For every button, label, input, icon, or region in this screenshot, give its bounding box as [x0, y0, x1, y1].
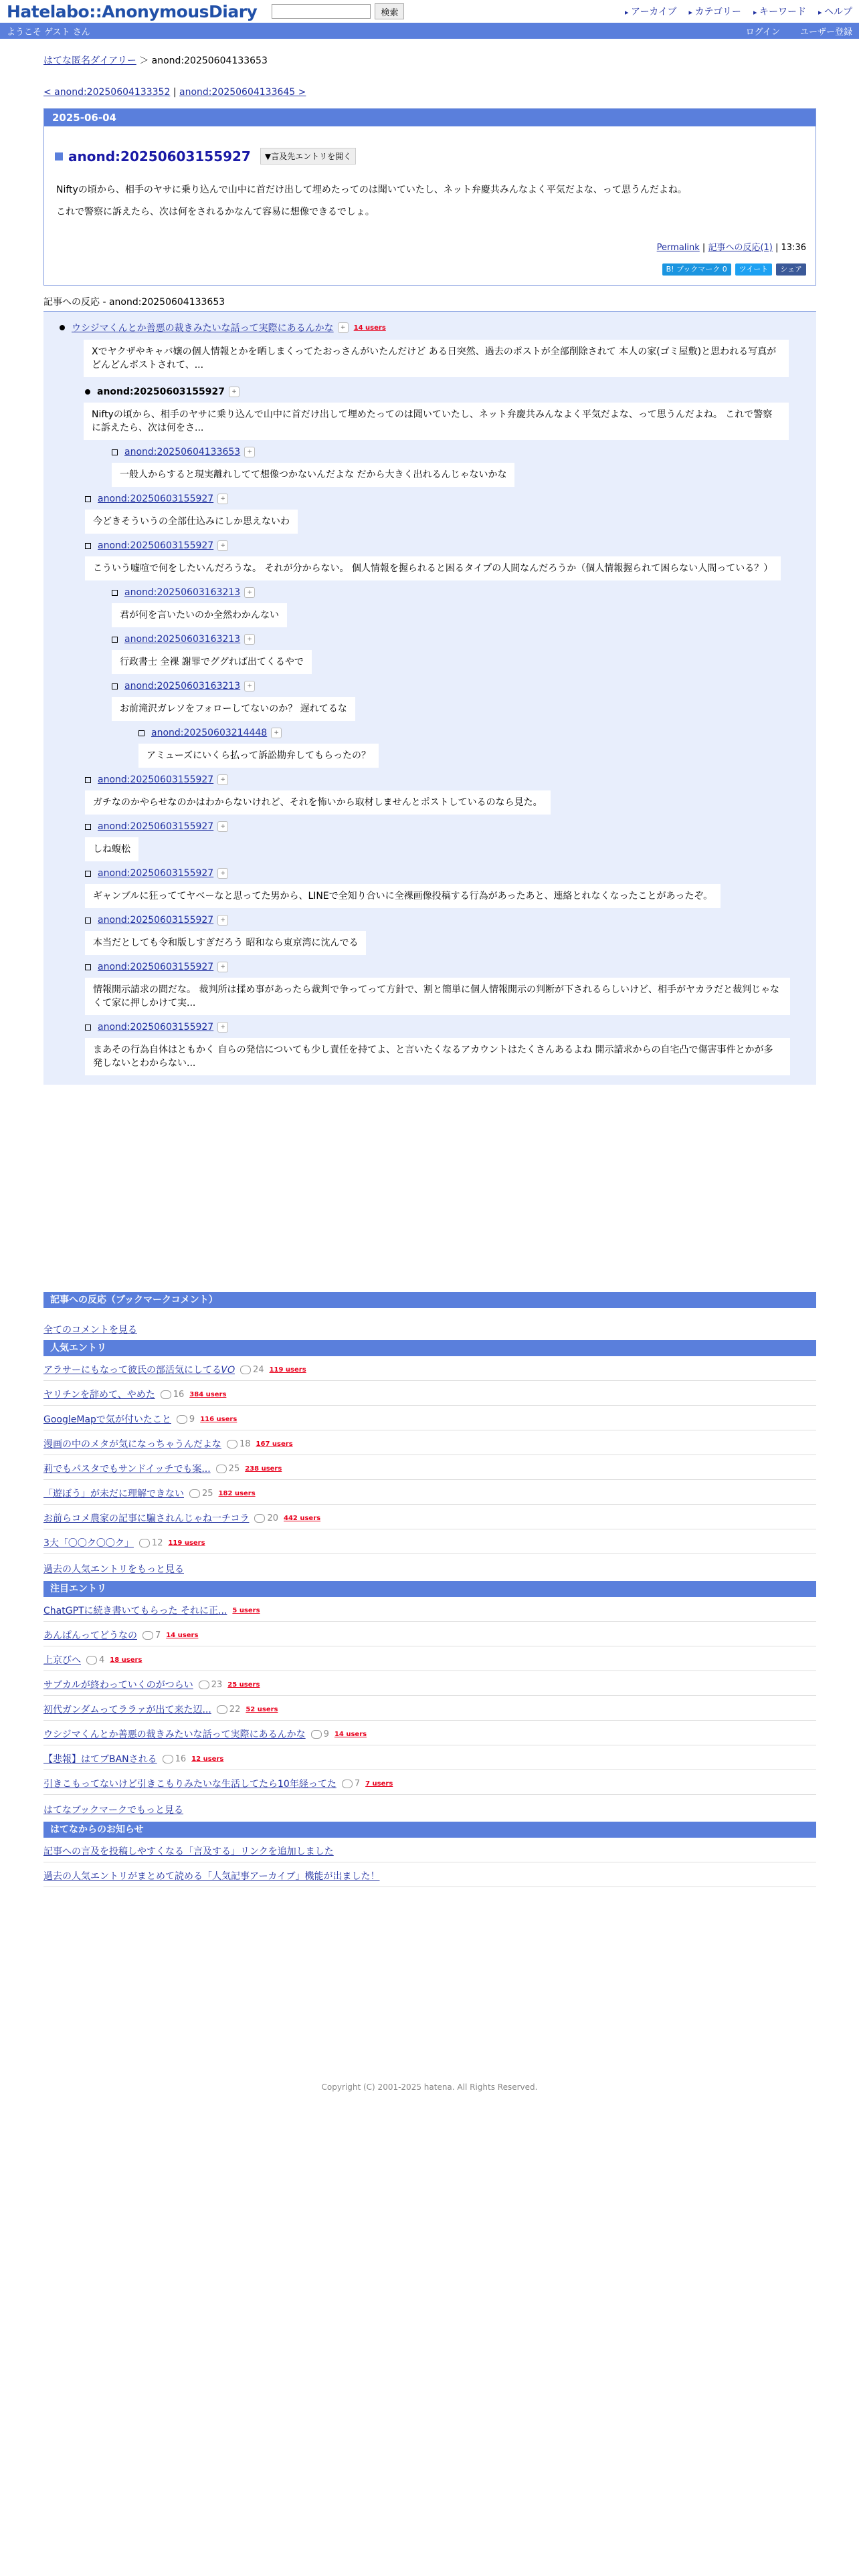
bullet-square-icon	[85, 964, 91, 970]
reaction-excerpt: ギャンブルに狂っててヤベーなと思ってた男から、LINEで全知り合いに全裸画像投稿する行為があったあと、連絡とれなくなったことがあったぞ。	[85, 884, 721, 908]
entry-title-link[interactable]: anond:20250603155927	[68, 148, 251, 165]
open-referenced-button[interactable]: ▼言及先エントリを開く	[260, 148, 356, 165]
login-link[interactable]: ログイン	[745, 27, 780, 37]
users-badge[interactable]: 167 users	[256, 1440, 293, 1448]
entry-paragraph: これで警察に訴えたら、次は何をされるかなんて容易に想像できるでしょ。	[56, 207, 375, 217]
thread-node	[112, 587, 807, 627]
comment-count[interactable]	[311, 1729, 329, 1739]
entry-time: 13:36	[781, 243, 806, 253]
list-item	[43, 1430, 816, 1455]
comment-icon	[163, 1755, 173, 1763]
comment-count-value: 24	[253, 1364, 264, 1375]
comment-count[interactable]	[142, 1630, 161, 1640]
pager	[43, 87, 816, 98]
entry-link[interactable]: サブカルが終わっていくのがつらい	[43, 1680, 193, 1691]
ad-space	[43, 1085, 816, 1292]
reaction-link[interactable]: anond:20250603163213	[124, 587, 241, 598]
root-entry-link[interactable]: ウシジマくんとか善悪の裁きみたいな話って実際にあるんかな	[72, 323, 334, 334]
reaction-link[interactable]: anond:20250603163213	[124, 634, 241, 645]
entry-date: 2025-06-04	[44, 109, 816, 126]
entry-link[interactable]: アラサーにもなって彼氏の部活気にしてる𝑉𝑂	[43, 1365, 235, 1376]
bullet-square-icon	[112, 590, 118, 596]
register-link[interactable]: ユーザー登録	[799, 27, 852, 37]
toggle-icon[interactable]: +	[271, 728, 282, 738]
users-badge[interactable]: 119 users	[168, 1539, 205, 1547]
toggle-icon[interactable]: +	[217, 1022, 228, 1033]
entry-box	[43, 108, 816, 286]
comment-count-value: 9	[323, 1729, 329, 1739]
comment-count[interactable]	[342, 1779, 360, 1789]
nav-archive[interactable]: ▸ アーカイブ	[625, 5, 677, 18]
users-badge[interactable]: 119 users	[269, 1366, 306, 1374]
entry-link[interactable]: 3大「〇〇ク〇〇ク」	[43, 1538, 134, 1549]
bullet-icon	[60, 325, 65, 330]
reaction-link[interactable]: anond:20250603155927	[98, 540, 214, 551]
list-item	[43, 1622, 816, 1646]
users-badge[interactable]: 182 users	[218, 1489, 256, 1497]
popular-heading: 人気エントリ	[43, 1340, 816, 1356]
entry-link[interactable]: ChatGPTに続き書いてもらった それに正...	[43, 1606, 227, 1616]
comment-icon	[161, 1390, 171, 1399]
entry-link[interactable]: 初代ガンダムってララァが出て来た辺...	[43, 1705, 211, 1715]
thread-node	[85, 915, 807, 955]
comment-count-value: 25	[202, 1488, 213, 1499]
toggle-icon[interactable]: +	[244, 681, 255, 691]
list-item	[43, 1745, 816, 1770]
reactions-heading: 記事への反応 - anond:20250604133653	[43, 295, 816, 312]
comment-count[interactable]	[199, 1680, 223, 1690]
comment-icon	[217, 1705, 227, 1714]
comment-count-value: 23	[211, 1679, 223, 1690]
bullet-square-icon	[85, 871, 91, 877]
comment-icon	[142, 1631, 153, 1640]
users-badge[interactable]: 18 users	[110, 1656, 142, 1664]
comment-count[interactable]	[163, 1754, 187, 1764]
list-item	[43, 1480, 816, 1505]
users-badge[interactable]: 14 users	[353, 324, 386, 332]
thread-node	[85, 868, 807, 908]
comment-icon	[240, 1366, 251, 1374]
comment-icon	[86, 1656, 97, 1665]
users-badge[interactable]: 12 users	[191, 1755, 224, 1763]
list-item	[43, 1406, 816, 1430]
users-badge[interactable]: 52 users	[246, 1705, 278, 1713]
reaction-excerpt: 君が何を言いたいのか全然わかんない	[112, 603, 287, 627]
bullet-square-icon	[112, 637, 118, 643]
list-item	[43, 1505, 816, 1529]
reaction-link[interactable]: anond:20250603155927	[98, 821, 214, 832]
list-item	[43, 1770, 816, 1795]
list-item	[43, 1646, 816, 1671]
comment-count[interactable]	[161, 1390, 185, 1400]
reaction-excerpt: 一般人からすると現実離れしてて想像つかないんだよな だから大きく出れるんじゃないかな	[112, 463, 514, 487]
toggle-icon[interactable]: +	[217, 774, 228, 785]
entry-link[interactable]: 上京びへ	[43, 1655, 81, 1666]
entry-link[interactable]: ヤリチンを辞めて、やめた	[43, 1390, 155, 1400]
search-input[interactable]	[272, 4, 371, 19]
comment-count[interactable]	[189, 1489, 213, 1499]
bullet-square-icon	[112, 449, 118, 455]
reaction-excerpt: こういう嘘喧で何をしたいんだろうな。 それが分からない。 個人情報を握られると困るタイプの人間なんだろうか（個人情報握られて困らない人間っている？）	[85, 556, 781, 580]
entry-link[interactable]: お前らコメ農家の記事に騙されんじゃね一チコラ	[43, 1513, 250, 1524]
comment-count[interactable]	[216, 1464, 240, 1474]
all-comments-link[interactable]: 全てのコメントを見る	[43, 1325, 137, 1335]
comment-icon	[177, 1415, 187, 1424]
reaction-link[interactable]: anond:20250603155927	[98, 774, 214, 785]
prev-entry-link[interactable]: < anond:20250604133352	[43, 87, 171, 98]
entry-square-icon	[55, 152, 63, 160]
thread-node	[85, 962, 807, 1015]
top-nav	[625, 5, 852, 18]
reaction-excerpt: Niftyの頃から、相手のヤサに乗り込んで山中に首だけ出して埋めたってのは聞いていたし、ネット弁慶共みんなよく平気だよな、って思うんだよね。 これで警察に訴えたら、次は何をさ...	[84, 403, 789, 440]
thread-node	[112, 447, 807, 487]
comment-icon	[254, 1514, 265, 1523]
user-bar	[0, 23, 859, 39]
entry-link[interactable]: 【悲報】はてブBANされる	[43, 1754, 157, 1765]
thread-node	[85, 821, 807, 861]
facebook-share-button[interactable]: シェア	[776, 263, 806, 276]
comment-count-value: 18	[240, 1438, 251, 1449]
users-badge[interactable]: 14 users	[166, 1631, 199, 1639]
toggle-icon[interactable]: +	[338, 322, 349, 333]
entry-link[interactable]: 漫画の中のメタが気になっちゃうんだよな	[43, 1439, 221, 1450]
list-item	[43, 1529, 816, 1554]
thread-node	[85, 1022, 807, 1075]
bullet-square-icon	[85, 824, 91, 830]
bookmark-comments-heading: 記事への反応（ブックマークコメント）	[43, 1292, 816, 1308]
reaction-excerpt: 今どきそういうの全部仕込みにしか思えないわ	[85, 510, 298, 534]
toggle-icon[interactable]: +	[217, 868, 228, 879]
notable-heading: 注目エントリ	[43, 1581, 816, 1597]
thread-node	[112, 634, 807, 674]
entry-link[interactable]: あんぱんってどうなの	[43, 1630, 137, 1641]
nav-keyword[interactable]: ▸ キーワード	[753, 5, 806, 18]
list-item	[43, 1597, 816, 1622]
comment-count[interactable]	[240, 1365, 264, 1375]
entry-link[interactable]: ウシジマくんとか善悪の裁きみたいな話って実際にあるんかな	[43, 1729, 306, 1740]
reaction-excerpt: 本当だとしても令和版しすぎだろう 昭和なら東京湾に沈んでる	[85, 931, 366, 955]
breadcrumb	[43, 53, 816, 67]
popular-list	[43, 1356, 816, 1554]
users-badge[interactable]: 384 users	[189, 1390, 227, 1398]
comment-count-value: 20	[267, 1513, 278, 1523]
users-badge[interactable]: 25 users	[227, 1681, 260, 1689]
current-entry-title: anond:20250603155927	[97, 387, 225, 397]
reaction-excerpt: 情報開示請求の間だな。 裁判所は揉め事があったら裁判で争ってって方針で、割と簡単に個人情報開示の判断が下されるらしいけど、相手がヤカラだと裁判じゃなくて家に押しかけて実...	[85, 978, 790, 1015]
notable-list	[43, 1597, 816, 1795]
toggle-icon[interactable]: +	[244, 447, 255, 457]
comment-count[interactable]	[86, 1655, 104, 1665]
next-entry-link[interactable]: anond:20250604133645 >	[179, 87, 306, 98]
reaction-link[interactable]: anond:20250603155927	[98, 868, 214, 879]
reaction-link[interactable]: anond:20250603155927	[98, 915, 214, 926]
bullet-square-icon	[85, 777, 91, 783]
reaction-link[interactable]: anond:20250603155927	[98, 1022, 214, 1033]
breadcrumb-sep: ＞	[139, 56, 149, 66]
reaction-excerpt: お前滝沢ガレソをフォローしてないのか？ 遅れてるな	[112, 697, 355, 721]
comment-count-value: 4	[99, 1654, 105, 1665]
comment-icon	[216, 1465, 227, 1473]
comment-count[interactable]	[217, 1705, 241, 1715]
list-item	[43, 1671, 816, 1696]
list-item	[43, 1455, 816, 1480]
users-badge[interactable]: 5 users	[232, 1606, 260, 1614]
users-badge[interactable]: 7 users	[365, 1780, 393, 1788]
breadcrumb-home[interactable]: はてな匿名ダイアリー	[43, 56, 136, 66]
welcome-text: ようこそ ゲスト さん	[7, 27, 90, 37]
list-item	[43, 1721, 816, 1745]
comment-count-value: 12	[151, 1537, 163, 1548]
comment-count[interactable]	[139, 1538, 163, 1548]
list-item	[43, 1356, 816, 1381]
entry-footer: Permalink | 記事への反応(1) | 13:36	[656, 243, 806, 253]
entry-link[interactable]: 「遊ぼう」が未だに理解できない	[43, 1489, 184, 1499]
thread-node	[85, 494, 807, 534]
reaction-link[interactable]: anond:20250603163213	[124, 681, 241, 691]
reaction-thread	[43, 312, 816, 1085]
bullet-square-icon	[85, 1025, 91, 1031]
comment-count[interactable]	[254, 1513, 278, 1523]
entry-body	[44, 183, 816, 219]
bullet-square-icon	[112, 683, 118, 689]
permalink-link[interactable]: Permalink	[656, 243, 700, 253]
bullet-square-icon	[85, 496, 91, 502]
users-badge[interactable]: 14 users	[334, 1730, 367, 1738]
thread-node	[85, 387, 807, 487]
thread-node	[138, 728, 807, 768]
bullet-square-icon	[85, 918, 91, 924]
search-form	[272, 3, 404, 19]
search-button[interactable]: 検索	[375, 3, 404, 19]
comment-icon	[227, 1440, 237, 1448]
nav-help[interactable]: ▸ ヘルプ	[818, 5, 852, 18]
reaction-link[interactable]: anond:20250603155927	[98, 494, 214, 504]
reaction-excerpt: Xでヤクザやキャバ嬢の個人情報とかを晒しまくってたおっさんがいたんだけど ある日突然、過去のポストが全部削除されて 本人の家(ゴミ屋敷)と思われる写真がどんどんポストされて、...	[84, 340, 789, 377]
pager-sep: |	[173, 87, 177, 98]
comment-count-value: 16	[173, 1389, 185, 1400]
bullet-square-icon	[138, 730, 145, 736]
news-heading: はてなからのお知らせ	[43, 1822, 816, 1838]
comment-icon	[311, 1730, 322, 1739]
comment-count-value: 25	[228, 1463, 240, 1474]
reaction-excerpt: ガチなのかやらせなのかはわからないけれど、それを怖いから取材しませんとポストしているのなら見た。	[85, 790, 551, 815]
share-buttons	[44, 263, 806, 276]
list-item	[43, 1696, 816, 1721]
tweet-button[interactable]: ツイート	[735, 263, 772, 276]
users-badge[interactable]: 116 users	[200, 1415, 237, 1423]
entry-paragraph: Niftyの頃から、相手のヤサに乗り込んで山中に首だけ出して埋めたってのは聞いていたし、ネット弁慶共みんなよく平気だよな、って思うんだよね。	[56, 185, 687, 195]
comment-count-value: 9	[189, 1414, 195, 1424]
entry-link[interactable]: GoogleMapで気が付いたこと	[43, 1414, 171, 1425]
toggle-icon[interactable]: +	[217, 962, 228, 972]
main-content	[43, 39, 816, 1887]
reaction-excerpt: アミューズにいくら払って訴訟勘弁してもらったの？	[138, 744, 379, 768]
bullet-square-icon	[85, 543, 91, 549]
nav-category[interactable]: ▸ カテゴリー	[688, 5, 741, 18]
popular-more-link[interactable]: 過去の人気エントリをもっと見る	[43, 1564, 184, 1575]
entry-link[interactable]: 引きこもってないけど引きこもりみたいな生活してたら10年経ってた	[43, 1779, 337, 1790]
top-header	[0, 0, 859, 23]
comment-count-value: 22	[229, 1704, 241, 1715]
news-item-link[interactable]: 記事への言及を投稿しやすくなる「言及する」リンクを追加しました	[43, 1846, 334, 1857]
reaction-link[interactable]: anond:20250603214448	[151, 728, 268, 738]
comment-count[interactable]	[177, 1414, 195, 1424]
thread-node	[85, 540, 807, 768]
toggle-icon[interactable]: +	[244, 634, 255, 645]
breadcrumb-current: anond:20250604133653	[151, 56, 268, 66]
notable-more-link[interactable]: はてなブックマークでもっと見る	[43, 1805, 184, 1816]
thread-node	[112, 681, 807, 768]
thread-root	[60, 321, 807, 1075]
reaction-excerpt: 行政書士 全裸 謝罪でググれば出てくるやで	[112, 650, 312, 674]
toggle-icon[interactable]: +	[229, 387, 240, 397]
comment-count-value: 7	[354, 1778, 361, 1789]
toggle-icon[interactable]: +	[217, 821, 228, 832]
thread-node	[85, 774, 807, 815]
list-item	[43, 1381, 816, 1406]
comment-count[interactable]	[227, 1439, 251, 1449]
reaction-excerpt: しね蝮松	[85, 837, 138, 861]
users-badge[interactable]: 442 users	[284, 1514, 321, 1522]
news-item-link[interactable]: 過去の人気エントリがまとめて読める「人気記事アーカイブ」機能が出ました！	[43, 1871, 380, 1882]
reactions-link[interactable]: 記事への反応(1)	[708, 243, 773, 253]
bullet-icon	[85, 389, 90, 395]
comment-count-value: 16	[175, 1753, 187, 1764]
entry-link[interactable]: 莉でもパスタでもサンドイッチでも案...	[43, 1464, 211, 1475]
toggle-icon[interactable]: +	[244, 587, 255, 598]
copyright: Copyright (C) 2001-2025 hatena. All Rights Reserved.	[321, 2082, 538, 2092]
reaction-excerpt: まあその行為自体はともかく 自らの発信についても少し責任を持てよ、と言いたくなるアカウントはたくさんあるよね 開示請求からの自宅凸で傷害事件とかが多発しないとわからない...	[85, 1038, 790, 1075]
comment-icon	[342, 1780, 353, 1788]
reaction-link[interactable]: anond:20250603155927	[98, 962, 214, 972]
reaction-link[interactable]: anond:20250604133653	[124, 447, 241, 457]
comment-icon	[199, 1681, 209, 1689]
toggle-icon[interactable]: +	[217, 540, 228, 551]
toggle-icon[interactable]: +	[217, 494, 228, 504]
comment-icon	[189, 1489, 200, 1498]
site-logo[interactable]: Hatelabo::AnonymousDiary	[7, 1, 258, 21]
users-badge[interactable]: 238 users	[245, 1465, 282, 1473]
comment-icon	[139, 1539, 150, 1547]
comment-count-value: 7	[155, 1630, 161, 1640]
toggle-icon[interactable]: +	[217, 915, 228, 926]
bookmark-share-button[interactable]: B! ブックマーク 0	[662, 263, 731, 276]
